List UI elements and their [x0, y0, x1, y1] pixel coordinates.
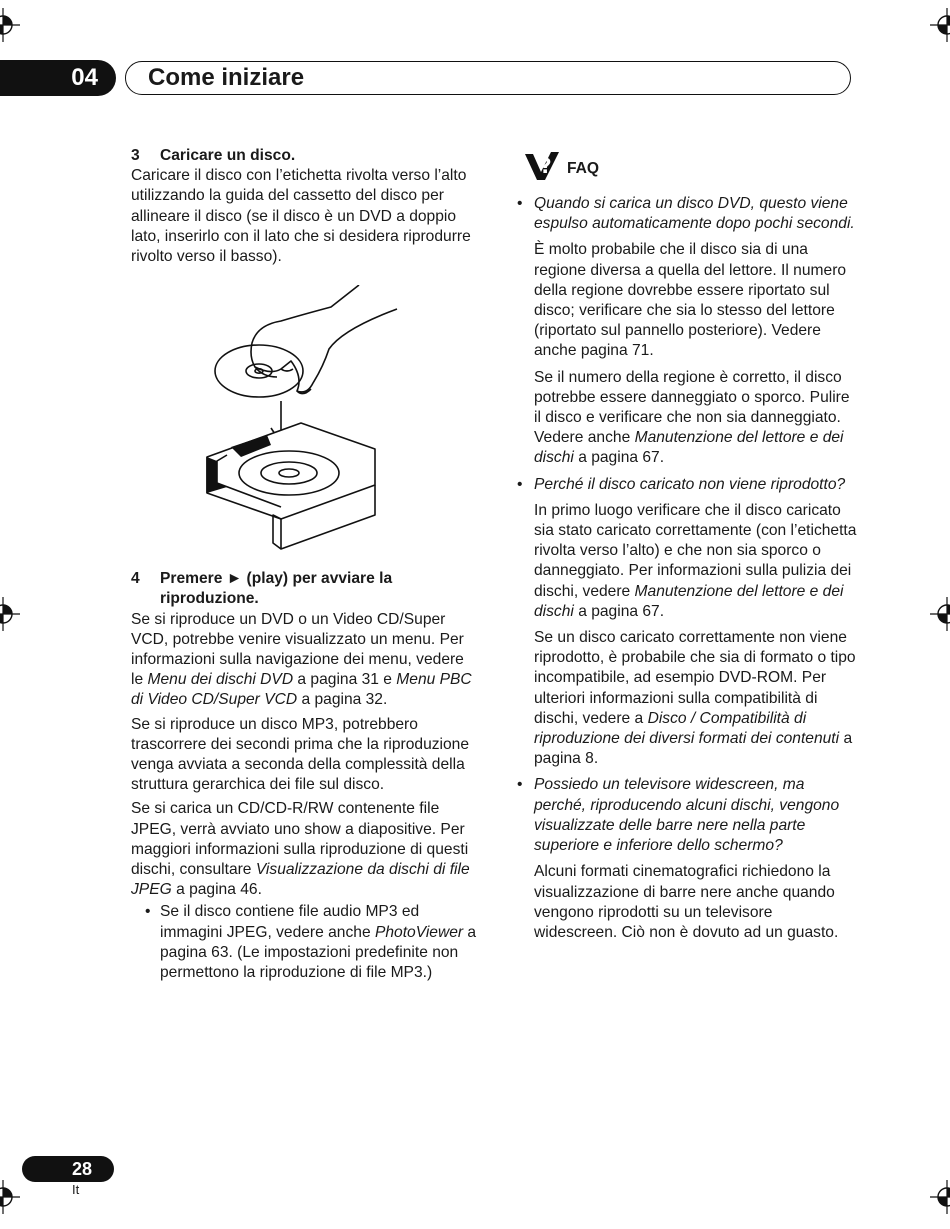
faq-question-icon	[523, 150, 563, 182]
registration-mark-icon	[0, 1180, 20, 1214]
text: a pagina 63. (Le impostazioni predefinite non permettono la riproduzione di file MP3.)	[160, 923, 477, 982]
text: a pagina 67.	[573, 602, 665, 620]
svg-text:?: ?	[540, 154, 552, 178]
step-number: 3	[131, 147, 140, 164]
text: a pagina 46.	[171, 881, 262, 899]
faq-question-2: • Perché il disco caricato non viene riprodotto?	[517, 475, 857, 495]
step-3-body: Caricare il disco con l’etichetta rivolta verso l’alto utilizzando la guida del cassetto del disco per allineare il disco (se il disco è un DVD a doppio lato, inserirlo con il lato che si desidera riprodurre rivolto verso il basso).	[131, 167, 471, 266]
disc-loading-illustration	[131, 285, 479, 555]
step-number: 4	[131, 570, 140, 588]
faq-column	[517, 150, 857, 943]
chapter-title: Come iniziare	[148, 64, 305, 91]
faq-answer-2b	[517, 628, 857, 769]
faq-heading	[517, 150, 857, 188]
text: a pagina 8.	[534, 730, 853, 768]
chapter-number-tab: 04	[0, 60, 116, 96]
step-title: Premere ► (play) per avviare la riproduzione.	[160, 570, 393, 608]
faq-label: FAQ	[567, 160, 600, 177]
step-4-bullet	[131, 902, 479, 983]
step-title: Caricare un disco.	[160, 147, 296, 164]
text: Se un disco caricato correttamente non viene riprodotto, è probabile che sia di formato o tipo incompatibile, ad esempio DVD-ROM. Per ulteriori informazioni sulla compatibilità di dischi, vedere a	[534, 629, 856, 727]
faq-question-1: • Quando si carica un disco DVD, questo viene espulso automaticamente dopo pochi secondi.	[517, 194, 857, 234]
step-4-paragraph-3	[131, 799, 479, 900]
text: Se si riproduce un DVD o un Video CD/Super VCD, potrebbe venire visualizzato un menu. Per informazioni sulla navigazione dei menu, vedere le	[131, 610, 464, 689]
faq-answer-2a	[517, 501, 857, 622]
step-4-paragraph-1	[131, 610, 479, 711]
page-number: 28	[22, 1156, 114, 1182]
text: a pagina 32.	[297, 691, 388, 709]
faq-answer-1a: È molto probabile che il disco sia di una regione diversa a quella del lettore. Il numero della regione dovrebbe essere riportato sul disco; verificare che sia lo stesso del lettore (riportato sul pannello posteriore). Vedere anche pagina 71.	[534, 241, 847, 360]
text: Se il disco contiene file audio MP3 ed immagini JPEG, vedere anche	[160, 903, 420, 941]
faq-answer-1b	[517, 368, 857, 469]
faq-question-3: • Possiedo un televisore widescreen, ma perché, riproducendo alcuni dischi, vengono visualizzate delle barre nere nella parte superiore e inferiore dello schermo?	[517, 775, 857, 856]
cross-reference: Manutenzione del lettore e dei dischi	[534, 429, 844, 467]
cross-reference: Disco / Compatibilità di riproduzione dei diversi formati dei contenuti	[534, 709, 840, 748]
text: In primo luogo verificare che il disco caricato sia stato caricato correttamente (con l’etichetta rivolta verso l’alto) e che non sia sporco o danneggiato. Per informazioni sulla pulizia dei dischi, vedere	[534, 501, 857, 600]
registration-mark-icon	[930, 1180, 950, 1214]
step-4-heading	[131, 569, 479, 609]
registration-mark-icon	[0, 597, 20, 631]
faq-answer-3: Alcuni formati cinematografici richiedono la visualizzazione di barre nere anche quando vengono riprodotti su un televisore widescreen. Ciò non è dovuto ad un guasto.	[534, 863, 839, 941]
language-code: It	[72, 1182, 80, 1197]
registration-mark-icon	[930, 8, 950, 42]
chapter-title-frame	[125, 61, 851, 95]
text: Se si carica un CD/CD-R/RW contenente file JPEG, verrà avviato uno show a diapositive. Per maggiori informazioni sulla riproduzione di questi dischi, consultare	[131, 800, 469, 879]
cross-reference: Manutenzione del lettore e dei dischi	[534, 582, 844, 620]
text: a pagina 31 e	[293, 671, 397, 689]
text: a pagina 67.	[573, 449, 665, 467]
step-4-paragraph-2: Se si riproduce un disco MP3, potrebbero trascorrere dei secondi prima che la riproduzione venga avviata a seconda della complessità della struttura gerarchica dei file sul disco.	[131, 715, 470, 794]
cross-reference: Menu dei dischi DVD	[147, 671, 294, 689]
cross-reference: Menu PBC di Video CD/Super VCD	[131, 671, 472, 709]
registration-mark-icon	[930, 597, 950, 631]
text: Se il numero della regione è corretto, il disco potrebbe essere danneggiato o sporco. Pulire il disco e verificare che non sia danneggiato. Vedere anche	[534, 368, 850, 447]
step-3-heading	[131, 146, 479, 166]
hand-disc-tray-icon	[131, 285, 479, 555]
registration-mark-icon	[0, 8, 20, 42]
cross-reference: Visualizzazione da dischi di file JPEG	[131, 861, 470, 899]
cross-reference: PhotoViewer	[374, 923, 464, 941]
left-column	[131, 146, 479, 983]
